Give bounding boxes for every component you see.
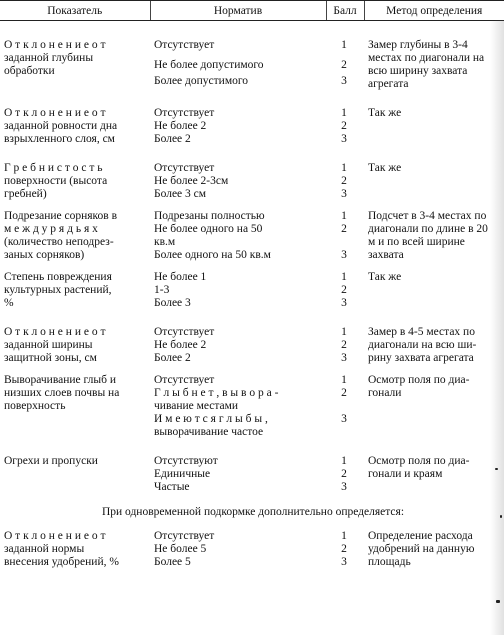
table-row: [0, 146, 504, 175]
table-row: [0, 310, 504, 339]
norm-cell: Отсутствует: [154, 162, 215, 174]
norm-cell: Не более 2: [154, 120, 207, 132]
score-cell: 1: [341, 530, 347, 542]
score-cell: 1: [341, 39, 347, 51]
table-row: [0, 439, 504, 468]
scan-speck: [495, 468, 498, 470]
score-cell: 3: [341, 75, 347, 88]
score-cell: 2: [341, 175, 347, 187]
norm-cell: Отсутствует: [154, 107, 215, 119]
table-row: [0, 521, 504, 543]
score-cell: 2: [341, 339, 347, 351]
norm-cell: Более 2: [154, 133, 191, 145]
indicator-cell: О т к л о н е н и е о т заданной глубины обработки: [4, 39, 106, 77]
norm-cell: Более 5: [154, 556, 191, 568]
method-cell: Так же: [368, 107, 402, 119]
table-row: [0, 262, 504, 284]
score-cell: 1: [341, 374, 347, 386]
norm-cell: Отсутствуют: [154, 455, 218, 467]
score-cell: 3: [341, 481, 347, 493]
method-cell: Так же: [368, 162, 402, 174]
score-cell: 2: [341, 223, 347, 235]
scan-speck: [496, 600, 500, 603]
scan-speck: [500, 515, 502, 518]
norm-cell: Отсутствует: [154, 326, 215, 338]
table-row: [0, 201, 504, 223]
norm-cell: Единичные: [154, 468, 211, 480]
score-cell: 3: [341, 249, 347, 261]
norm-cell: Более одного на 50 кв.м: [154, 249, 271, 261]
indicator-cell: Огрехи и пропуски: [4, 455, 98, 467]
header-norm: Норматив: [150, 1, 326, 21]
indicator-cell: Степень повреждения культурных растений, %: [4, 271, 112, 309]
header-score: Балл: [326, 1, 364, 21]
method-cell: Осмотр поля по диа- гонали: [368, 374, 470, 399]
norm-cell: Более 2: [154, 352, 191, 364]
norm-cell: И м е ю т с я г л ы б ы , выворачивание частое: [154, 413, 268, 438]
method-cell: Определение расхода удобрений на данную площадь: [368, 530, 475, 568]
norm-cell: Не более 2: [154, 339, 207, 351]
norm-cell: Не более одного на 50 кв.м: [154, 223, 263, 248]
score-cell: 2: [341, 468, 347, 480]
indicator-cell: Подрезание сорняков в м е ж д у р я д ь я х (количество неподрез- заных сорняков): [4, 210, 118, 261]
norm-cell: Подрезаны полностью: [154, 210, 265, 222]
norm-cell: Не более 5: [154, 543, 207, 555]
score-cell: 1: [341, 326, 347, 338]
section-note: При одновременной подкормке дополнительно определяется:: [101, 506, 405, 518]
indicator-cell: О т к л о н е н и е о т заданной ширины защитной зоны, см: [4, 326, 106, 364]
score-cell: 3: [341, 133, 347, 145]
norm-cell: Не более допустимого: [154, 59, 264, 72]
method-cell: Осмотр поля по диа- гонали и краям: [368, 455, 470, 480]
table-row: [0, 91, 504, 120]
score-cell: 1: [341, 271, 347, 283]
score-cell: 1: [341, 210, 347, 222]
table-header: [0, 1, 504, 21]
norm-cell: Г л ы б н е т , в ы в о р а - чивание местами: [154, 387, 279, 412]
indicator-cell: О т к л о н е н и е о т заданной ровности дна взрыхленного слоя, см: [4, 107, 118, 145]
table-row: [0, 365, 504, 387]
score-cell: 1: [341, 455, 347, 467]
norm-cell: Отсутствует: [154, 39, 215, 51]
score-cell: 3: [341, 413, 347, 425]
score-cell: 3: [341, 556, 347, 568]
method-cell: Замер в 4-5 местах по диагонали на всю ши- рину захвата агрегата: [368, 326, 477, 364]
score-cell: 1: [341, 162, 347, 174]
norm-cell: Частые: [154, 481, 190, 493]
norm-cell: Более 3: [154, 297, 191, 309]
score-cell: 3: [341, 352, 347, 364]
score-cell: 2: [341, 120, 347, 132]
norm-cell: Более допустимого: [154, 75, 249, 88]
score-cell: 1: [341, 107, 347, 119]
norm-cell: Не более 2-3см: [154, 175, 229, 187]
norm-cell: Не более 1: [154, 271, 207, 283]
header-indicator: Показатель: [0, 1, 150, 21]
score-cell: 2: [341, 543, 347, 555]
method-cell: Подсчет в 3-4 местах по диагонали по длине в 20 м и по всей ширине захвата: [368, 210, 488, 261]
score-cell: 2: [341, 59, 347, 72]
norm-cell: Отсутствует: [154, 530, 215, 542]
indicator-cell: Выворачивание глыб и низших слоев почвы на поверхность: [4, 374, 120, 412]
norm-cell: 1-3: [154, 284, 170, 296]
score-cell: 3: [341, 188, 347, 200]
score-cell: 2: [341, 284, 347, 296]
method-cell: Замер глубины в 3-4 местах по диагонали на всю ширину захвата агрегата: [368, 39, 485, 90]
indicator-cell: Г р е б н и с т о с т ь поверхности (высота гребней): [4, 162, 108, 200]
norm-cell: Отсутствует: [154, 374, 215, 386]
section-note-row: [0, 494, 504, 521]
header-method: Метод определения: [364, 1, 504, 21]
table-row: [0, 21, 504, 60]
indicator-cell: О т к л о н е н и е о т заданной нормы внесения удобрений, %: [4, 530, 119, 568]
method-cell: Так же: [368, 271, 402, 283]
score-cell: 2: [341, 387, 347, 399]
norm-cell: Более 3 см: [154, 188, 207, 200]
score-cell: 3: [341, 297, 347, 309]
